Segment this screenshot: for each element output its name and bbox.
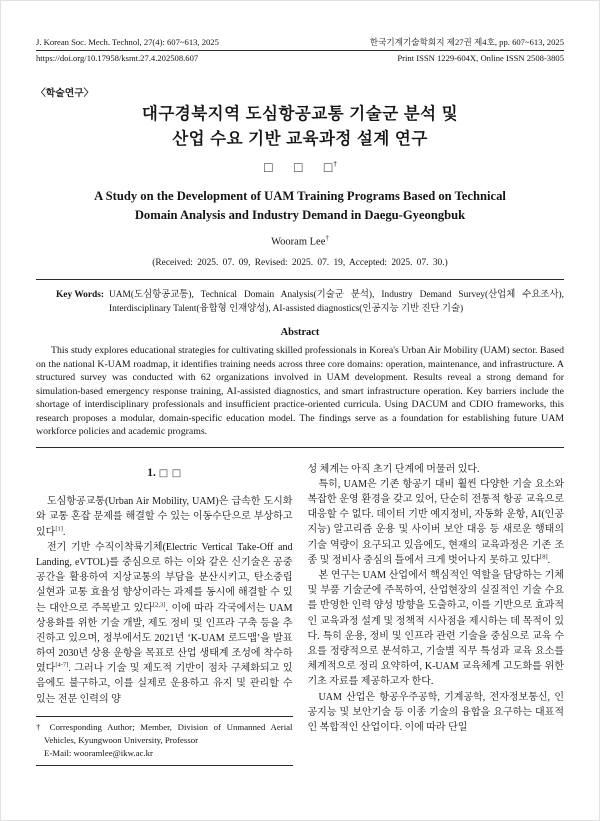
dagger-mark: † (325, 234, 329, 243)
dates-line: (Received: 2025. 07. 09, Revised: 2025. 07. 19, Accepted: 2025. 07. 30.) (152, 257, 448, 268)
footnote-affiliation: † Corresponding Author; Member, Division of Unmanned Aerial Vehicles, Kyungwoon University, Professor (36, 721, 293, 746)
paragraph: 도심항공교통(Urban Air Mobility, UAM)은 급속한 도시화와 교통 혼잡 문제를 해결할 수 있는 이동수단으로 부상하고 있다[1]. (36, 496, 293, 538)
paragraph: 성 체계는 아직 초기 단계에 머물러 있다. (307, 463, 480, 475)
author-english-name: Wooram Lee (271, 236, 326, 248)
author-english (36, 234, 564, 248)
paragraph: 특히, UAM은 기존 항공기 대비 훨씬 다양한 기술 요소와 복잡한 운영 환경을 갖고 있어, 단순히 전통적 항공 교육으로 대응할 수 없다. 데이터 기반 예지정비, 자동화 운항, AI(인공지능) 알고리즘 운용 및 사이버 보안 대응 등 새로운 행태의 기술 역량이 요구되고 있음에도, 현재의 교육과정은 기존 조종 및 정비사 중심의 틀에서 크게 벗어나지 못하고 있다[8]. (307, 478, 564, 566)
right-column (308, 462, 565, 767)
keywords-label: Key Words: (56, 289, 105, 300)
title-korean-line2: 산업 수요 기반 교육과정 설계 연구 (172, 129, 428, 148)
article-type-label: 〈학술연구〉 (36, 87, 94, 99)
title-english-line2: Domain Analysis and Industry Demand in Daegu-Gyeongbuk (134, 208, 466, 223)
section-1-title-glyphs: □ □ (158, 467, 182, 479)
body-columns (36, 462, 564, 767)
paragraph: UAM 산업은 항공우주공학, 기계공학, 전자정보통신, 인공지능 및 보안기술 등 이종 기술의 융합을 요구하는 대표적인 복합적인 산업이다. 이에 따라 단일 (307, 691, 564, 733)
abstract-bottom-rule (36, 447, 564, 448)
abstract-heading: Abstract (280, 327, 320, 339)
title-english-line1: A Study on the Development of UAM Training Programs Based on Technical (94, 189, 506, 204)
paragraph: 전기 기반 수직이착륙기체(Electric Vertical Take-Off and Landing, eVTOL)를 중심으로 하는 이와 같은 신기술은 공중 공간을 활용하여 지상교통의 부담을 분산시키고, 탄소중립 실현과 교통 효율성 향상이라는 과제를 동시에 해결할 수 있는 대안으로 주목받고 있다[2,3]. 이에 따라 각국에서는 UAM 상용화를 위한 기술 개발, 제도 정비 및 인프라 구축 등을 추진하고 있으며, 정부에서도 2021년 ‘K-UAM 로드맵’을 발표하여 2030년 상용 운항을 목표로 산업 생태계 조성에 착수하였다[4-7]. 그러나 기술 및 제도적 기반이 점차 구체화되고 있음에도 불구하고, 이를 실제로 운용하고 유지 및 관리할 수 있는 전문 인력의 양 (36, 541, 293, 705)
left-column (36, 462, 293, 767)
title-korean (36, 102, 564, 152)
abstract-text: This study explores educational strategies for cultivating skilled professionals in Korea's Urban Air Mobility (UAM) sector. Based on the national K-UAM roadmap, it identifies training needs across three core domains: operation, maintenance, and infrastructure. A structured survey was conducted with 62 organizations involved in UAM development. Results reveal a strong demand for simulation-based emergency response training, AI-assisted diagnostics, and smart infrastructure operation. Key barriers include the shortage of interdisciplinary professionals and insufficient practice-oriented curricula. Using DACUM and CDIO frameworks, this research proposes a modular, domain-specific education model. The findings serve as a foundation for establishing future UAM workforce policies and academic programs. (36, 345, 564, 438)
dagger-mark: † (333, 160, 337, 169)
keywords-block (36, 288, 564, 316)
issn-text: Print ISSN 1229-604X, Online ISSN 2508-3805 (397, 53, 564, 64)
paragraph: 본 연구는 UAM 산업에서 핵심적인 역할을 담당하는 기체 및 부품 기술군에 주목하여, 산업현장의 실질적인 기술 수요를 반영한 인력 양성 방향을 도출하고, 이를 기반으로 효과적인 교육과정 설계 및 정책적 시사점을 제시하는 데 목적이 있다. 특히 운용, 정비 및 인프라 관련 기술을 중심으로 교육 수요를 정량적으로 분석하고, 기술별 직무 특성과 교육 요소를 체계적으로 정리 요약하여, K-UAM 교육체계 고도화를 위한 기초 자료를 제공하고자 한다. (307, 570, 564, 688)
journal-citation-en: J. Korean Soc. Mech. Technol, 27(4): 607~613, 2025 (36, 37, 219, 47)
author-korean (36, 160, 564, 174)
section-1-number: 1. (147, 466, 156, 479)
keywords-top-rule (36, 279, 564, 280)
title-english (36, 187, 564, 225)
corresponding-author-footnote (36, 716, 293, 767)
footnote-email[interactable]: E-Mail: wooramlee@ikw.ac.kr (44, 748, 153, 759)
journal-citation-kr: 한국기계기술학회지 제27권 제4호, pp. 607~613, 2025 (369, 37, 564, 47)
doi-link[interactable]: https://doi.org/10.17958/ksmt.27.4.202508.607 (36, 53, 199, 64)
author-korean-glyphs: □ □ □ (263, 161, 334, 175)
keywords-text: UAM(도심항공교통), Technical Domain Analysis(기술군 분석), Industry Demand Survey(산업체 수요조사), Interdisciplinary Talent(융합형 인재양성), AI-assisted diagnostics(인공지능 기반 진단 기술) (109, 289, 564, 315)
title-korean-line1: 대구경북지역 도심항공교통 기술군 분석 및 (141, 104, 459, 123)
section-1-heading (36, 465, 293, 482)
running-head (36, 37, 564, 64)
